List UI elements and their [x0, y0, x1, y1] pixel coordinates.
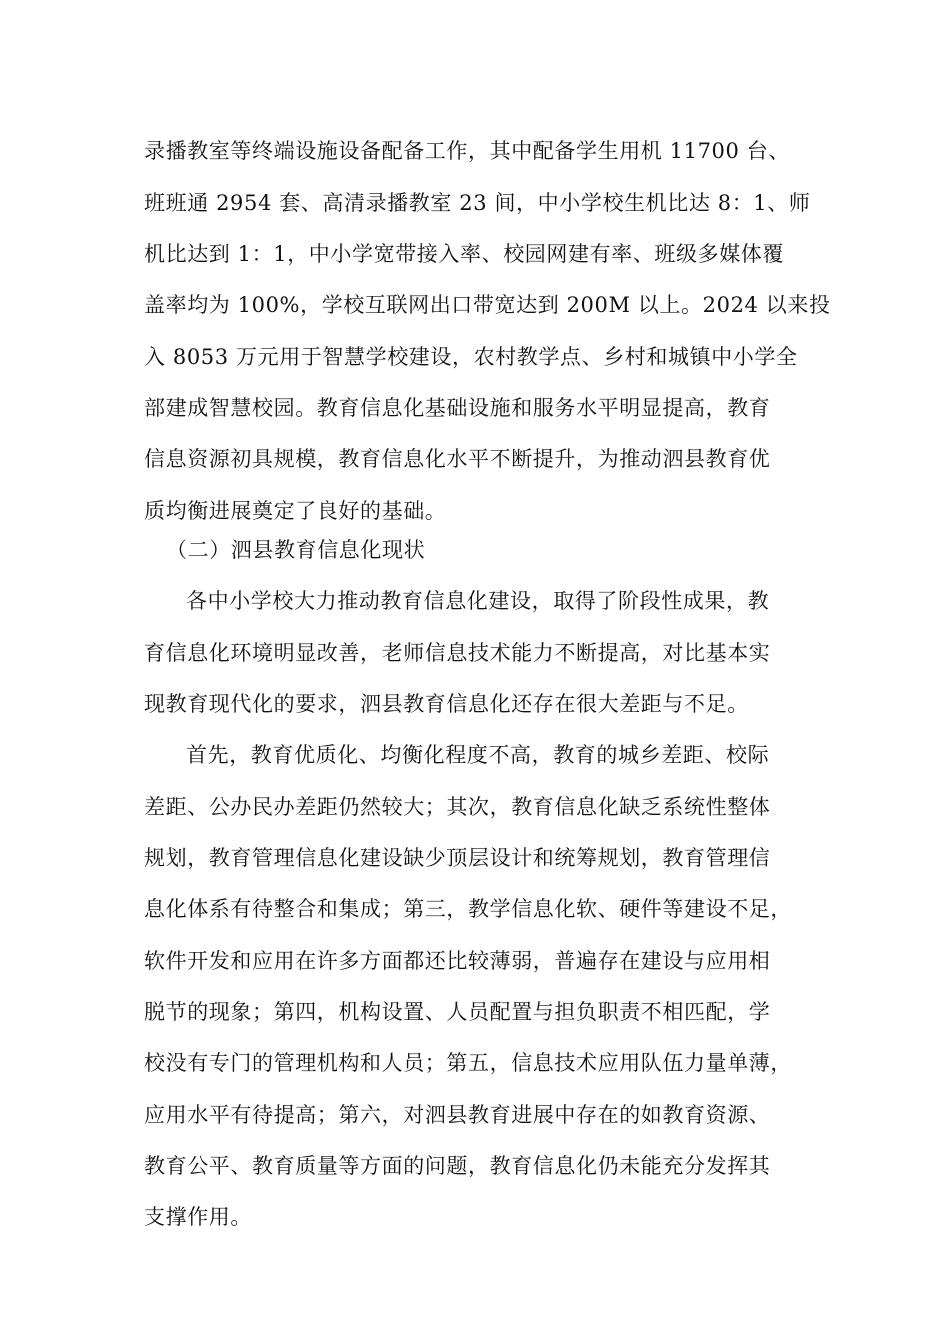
text-line: 支撑作用。	[144, 1205, 252, 1229]
text-line: 盖率均为 100%，学校互联网出口带宽达到 200M 以上。2024 以来投	[144, 293, 831, 317]
text-line: 现教育现代化的要求，泗县教育信息化还存在很大差距与不足。	[144, 692, 749, 716]
text-line: 质均衡进展奠定了良好的基础。	[144, 499, 447, 523]
text-line: 教育公平、教育质量等方面的问题，教育信息化仍未能充分发挥其	[144, 1154, 771, 1178]
text-line: 各中小学校大力推动教育信息化建设，取得了阶段性成果，教	[186, 589, 770, 613]
text-line: 入 8053 万元用于智慧学校建设，农村教学点、乡村和城镇中小学全	[144, 345, 798, 369]
section-heading: （二）泗县教育信息化现状	[166, 538, 426, 562]
text-line: 脱节的现象；第四，机构设置、人员配置与担负职责不相匹配，学	[144, 1000, 771, 1024]
text-line: 班班通 2954 套、高清录播教室 23 间，中小学校生机比达 8：1、师	[144, 191, 811, 215]
text-line: 规划，教育管理信息化建设缺少顶层设计和统筹规划，教育管理信	[144, 846, 771, 870]
text-line: 育信息化环境明显改善，老师信息技术能力不断提高，对比基本实	[144, 641, 771, 665]
text-line: 校没有专门的管理机构和人员；第五，信息技术应用队伍力量单薄，	[144, 1051, 792, 1075]
text-line: 应用水平有待提高；第六，对泗县教育进展中存在的如教育资源、	[144, 1103, 771, 1127]
text-line: 机比达到 1：1，中小学宽带接入率、校园网建有率、班级多媒体覆	[144, 242, 784, 266]
text-line: 信息资源初具规模，教育信息化水平不断提升，为推动泗县教育优	[144, 447, 771, 471]
text-line: 差距、公办民办差距仍然较大；其次，教育信息化缺乏系统性整体	[144, 795, 771, 819]
text-line: 部建成智慧校园。教育信息化基础设施和服务水平明显提高，教育	[144, 396, 771, 420]
text-line: 软件开发和应用在许多方面都还比较薄弱，普遍存在建设与应用相	[144, 949, 771, 973]
text-line: 息化体系有待整合和集成；第三，教学信息化软、硬件等建设不足，	[144, 897, 792, 921]
text-line: 首先，教育优质化、均衡化程度不高，教育的城乡差距、校际	[186, 743, 770, 767]
text-line: 录播教室等终端设施设备配备工作，其中配备学生用机 11700 台、	[144, 139, 790, 163]
